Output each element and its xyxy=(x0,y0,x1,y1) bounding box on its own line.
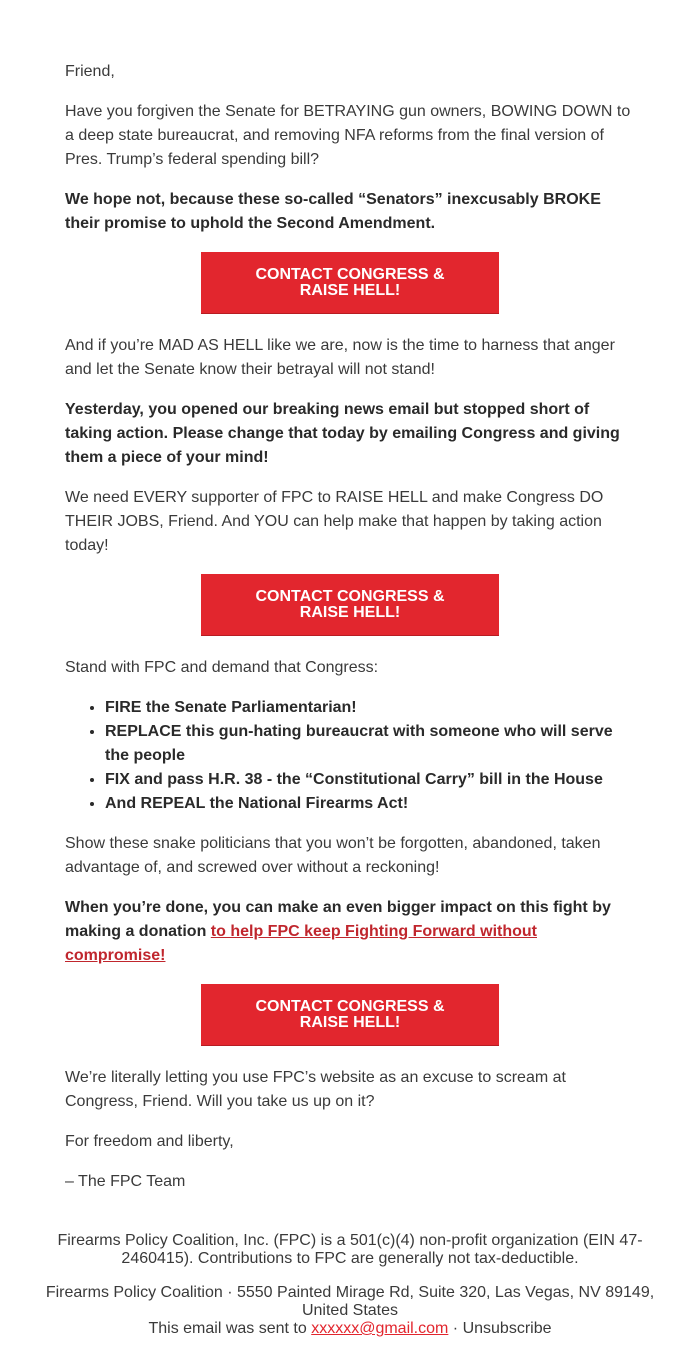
demands-list xyxy=(65,696,637,816)
greeting: Friend, xyxy=(65,63,115,80)
unsubscribe-link[interactable]: Unsubscribe xyxy=(462,1320,552,1337)
donation-text: When you’re done, you can make an even bigger impact on this fight by making a donation xyxy=(65,899,611,940)
list-item: • And REPEAL the National Firearms Act! xyxy=(105,792,637,816)
website-paragraph: We’re literally letting you use FPC’s website as an excuse to scream at Congress, Friend. Will you take us up on it? xyxy=(65,1069,566,1110)
list-item: • FIX and pass H.R. 38 - the “Constitutional Carry” bill in the House xyxy=(105,768,637,792)
bold-statement: We hope not, because these so-called “Senators” inexcusably BROKE their promise to uphold the Second Amendment. xyxy=(65,191,601,232)
cta-label-line2: RAISE HELL! xyxy=(299,1013,401,1031)
snake-politicians-paragraph: Show these snake politicians that you won’t be forgotten, abandoned, taken advantage of, and screwed over without a reckoning! xyxy=(65,835,601,876)
stand-with-paragraph: Stand with FPC and demand that Congress: xyxy=(65,659,379,676)
cta-label-line2: RAISE HELL! xyxy=(299,281,401,299)
cta-label-line1: CONTACT CONGRESS & xyxy=(255,587,445,605)
contact-congress-button-1[interactable] xyxy=(201,252,499,314)
donate-link[interactable]: to help FPC keep Fighting Forward without compromise! xyxy=(65,923,537,964)
sent-to-prefix: This email was sent to xyxy=(148,1320,312,1337)
contact-congress-button-2[interactable] xyxy=(201,574,499,636)
cta-label-line1: CONTACT CONGRESS & xyxy=(255,265,445,283)
cta-label-line2: RAISE HELL! xyxy=(299,603,401,621)
recipient-email-link[interactable]: xxxxxx@gmail.com xyxy=(311,1320,449,1337)
footer-address: Firearms Policy Coalition · 5550 Painted Mirage Rd, Suite 320, Las Vegas, NV 89149, United States xyxy=(45,1284,655,1319)
donation-paragraph xyxy=(65,896,637,968)
closing: For freedom and liberty, xyxy=(65,1133,234,1150)
contact-congress-button-3[interactable] xyxy=(201,984,499,1046)
email-footer xyxy=(40,1232,660,1338)
signature: – The FPC Team xyxy=(65,1173,186,1190)
footer-disclaimer: Firearms Policy Coalition, Inc. (FPC) is a 501(c)(4) non-profit organization (EIN 47-2460415). Contributions to FPC are generally not tax-deductible. xyxy=(57,1232,643,1267)
list-item: • REPLACE this gun-hating bureaucrat with someone who will serve the people xyxy=(105,720,637,768)
cta-container-1 xyxy=(65,252,637,314)
footer-sent-to xyxy=(40,1320,660,1338)
cta-label-line1: CONTACT CONGRESS & xyxy=(255,997,445,1015)
list-item: • FIRE the Senate Parliamentarian! xyxy=(105,696,637,720)
cta-container-3 xyxy=(65,984,637,1046)
yesterday-paragraph: Yesterday, you opened our breaking news email but stopped short of taking action. Please change that today by emailing Congress and giving them a piece of your mind! xyxy=(65,401,620,466)
email-body xyxy=(65,60,637,1210)
cta-container-2 xyxy=(65,574,637,636)
footer-separator: · xyxy=(448,1320,463,1337)
intro-paragraph: Have you forgiven the Senate for BETRAYING gun owners, BOWING DOWN to a deep state bureaucrat, and removing NFA reforms from the final version of Pres. Trump’s federal spending bill? xyxy=(65,103,631,168)
supporter-paragraph: We need EVERY supporter of FPC to RAISE HELL and make Congress DO THEIR JOBS, Friend. And YOU can help make that happen by taking action today! xyxy=(65,489,604,554)
mad-as-hell-paragraph: And if you’re MAD AS HELL like we are, now is the time to harness that anger and let the Senate know their betrayal will not stand! xyxy=(65,337,615,378)
